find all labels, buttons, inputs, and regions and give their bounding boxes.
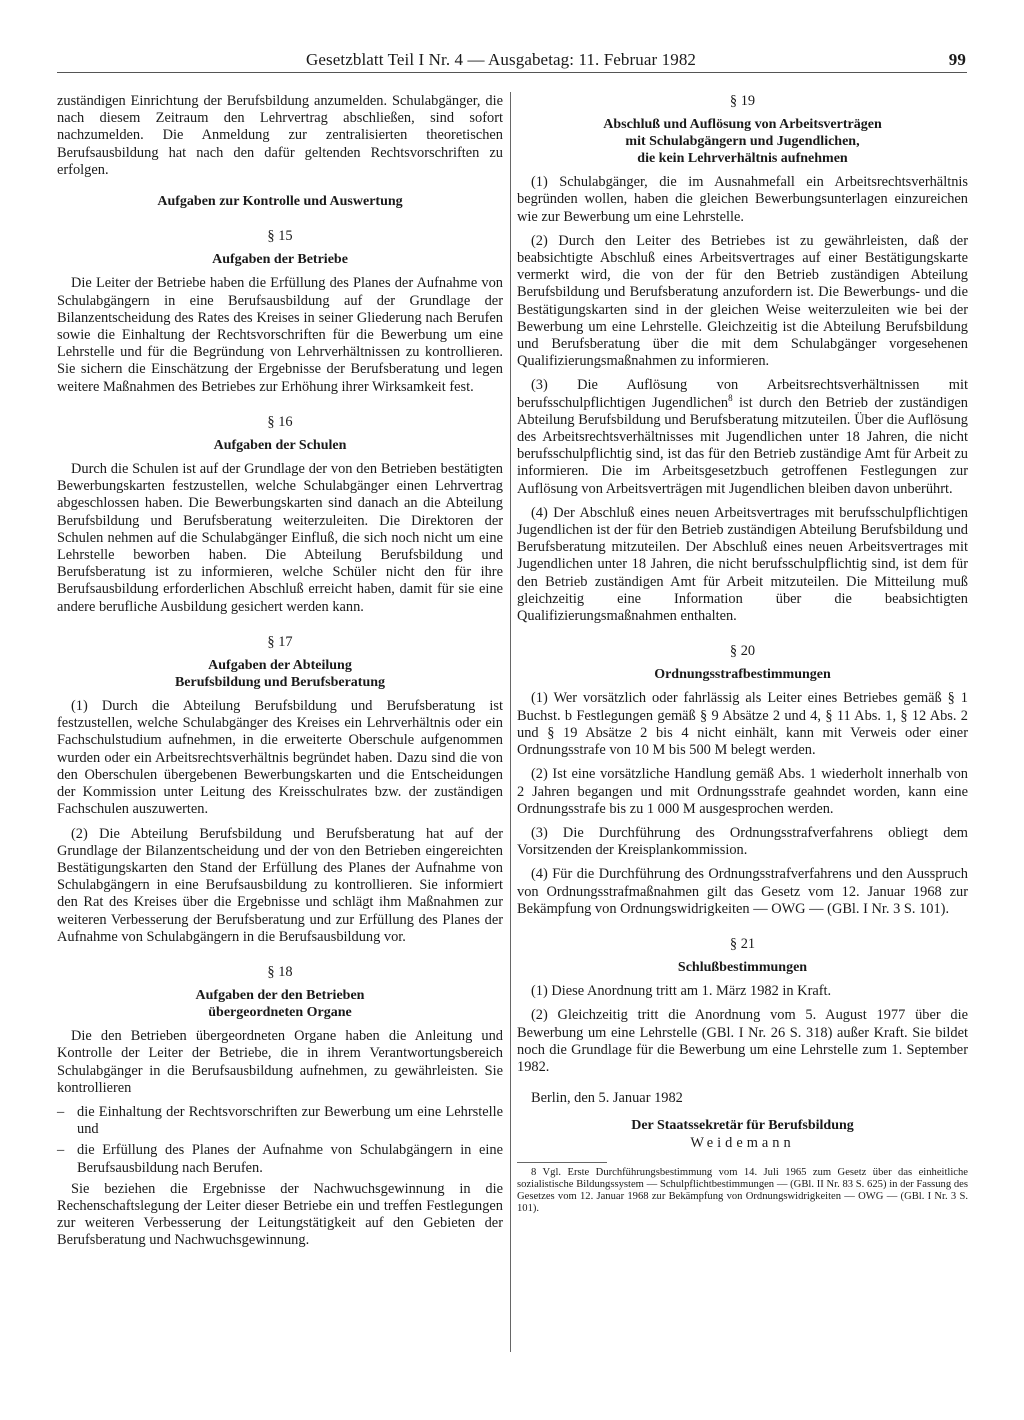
section-18-title bbox=[57, 987, 503, 1021]
header-rule bbox=[57, 72, 967, 73]
section-19-paragraph-4: (4) Der Abschluß eines neuen Arbeitsvertrages mit berufsschulpflichtigen Jugendlichen ist der für den Betrieb zuständigen Abteilung Berufsbildung und Berufsberatung mitzuteilen. Der Abschluß eines neuen Arbeitsvertrages mit Jugendlichen unter 18 Jahren, die nicht berufsschulpflichtig sind, ist dem für den Betrieb zuständigen Amt für Arbeit mitzuteilen. Die Mitteilung muß gleichzeitig eine Information über die beabsichtigten Qualifizierungsmaßnahmen enthalten. bbox=[517, 504, 968, 625]
section-17-title-line-2: Berufsbildung und Berufsberatung bbox=[174, 675, 386, 691]
section-19-title-line-1: Abschluß und Auflösung von Arbeitsverträgen bbox=[603, 117, 882, 133]
section-19-title-line-2: mit Schulabgängern und Jugendlichen, bbox=[625, 134, 860, 150]
section-17-number: § 17 bbox=[267, 633, 293, 650]
section-20-paragraph-2: (2) Ist eine vorsätzliche Handlung gemäß Abs. 1 wiederholt innerhalb von 2 Jahren begangen und mit Ordnungsstrafe geahndet worden, kann eine Ordnungsstrafe bis zu 1 000 M ausgesprochen werden. bbox=[517, 766, 968, 817]
section-20-number: § 20 bbox=[729, 643, 756, 660]
section-15-title: Aufgaben der Betriebe bbox=[212, 252, 348, 268]
section-21-title: Schlußbestimmungen bbox=[677, 960, 808, 976]
right-column bbox=[517, 93, 968, 1216]
section-21-number: § 21 bbox=[729, 935, 756, 952]
section-19-number: § 19 bbox=[729, 93, 756, 109]
section-20-paragraph-3: (3) Die Durchführung des Ordnungsstrafverfahrens obliegt dem Vorsitzenden der Kreisplankommission. bbox=[517, 824, 968, 859]
left-column bbox=[57, 93, 503, 1257]
list-item-text: die Erfüllung des Planes der Aufnahme von Schulabgängern in eine Berufsausbildung nach Berufen. bbox=[77, 1142, 503, 1176]
section-20-paragraph-4: (4) Für die Durchführung des Ordnungsstrafverfahrens und den Ausspruch von Ordnungsstrafmaßnahmen gilt das Gesetz vom 12. Januar 1968 zur Bekämpfung von Ordnungswidrigkeiten — OWG — (GBl. I Nr. 3 S. 101). bbox=[517, 866, 968, 917]
paragraph-3-part-b: ist durch den Betrieb der zuständigen Abteilung Berufsbildung und Berufsberatung mitzuteilen. Über die Auflösung des Arbeitsrechtsverhältnisses mit Jugendlichen unter 18 Jahren, die nicht berufsschulpflichtig sind, ist das für den Betrieb zuständige Amt für Arbeit zu informieren. Die im Arbeitsgesetzbuch getroffenen Festlegungen zur Auflösung von Arbeitsverträgen mit Jugendlichen bleiben davon unberührt. bbox=[517, 394, 968, 497]
signer-title: Der Staatssekretär für Berufsbildung bbox=[631, 1118, 854, 1134]
section-17-paragraph-1: (1) Durch die Abteilung Berufsbildung und Berufsberatung ist festzustellen, welche Schulabgänger des Kreises ein Lehrverhältnis oder ein Fachschulstudium aufnehmen, in die erweiterte Oberschule aufgenommen wurden oder ein Arbeitsrechtsverhältnis begründet haben. Dazu sind die von den Oberschulen übergebenen Bewerbungskarten und die Entscheidungen der Kommission unter Leitung des Kreisschulrates bzw. der zuständigen Fachschulen auszuwerten. bbox=[57, 698, 503, 818]
section-17-title-line-1: Aufgaben der Abteilung bbox=[208, 658, 352, 674]
section-19-paragraph-3 bbox=[517, 377, 968, 497]
section-17-title bbox=[57, 657, 503, 691]
section-16-title: Aufgaben der Schulen bbox=[213, 438, 347, 454]
section-18-number: § 18 bbox=[267, 963, 293, 980]
section-18-list-item bbox=[57, 1104, 503, 1138]
section-19-title-line-3: die kein Lehrverhältnis aufnehmen bbox=[637, 151, 848, 167]
section-15-text: Die Leiter der Betriebe haben die Erfüllung des Planes der Aufnahme von Schulabgängern in eine Berufsausbildung auf der Grundlage der Bilanzentscheidung des Rates des Kreises in seiner Gliederung nach Berufen sowie die Einhaltung der Rechtsvorschriften für die Bewerbung um eine Lehrstelle und für die Begründung von Lehrverhältnissen zu kontrollieren. Sie sichern die Einschätzung der Ergebnisse der Berufsberatung und legen weitere Maßnahmen des Betriebes zur Erhöhung ihrer Wirksamkeit fest. bbox=[57, 275, 503, 395]
section-19-paragraph-1: (1) Schulabgänger, die im Ausnahmefall ein Arbeitsrechtsverhältnis begründen wollen, haben die gleichen Bewerbungsunterlagen einzureichen wie zur Bewerbung um eine Lehrstelle. bbox=[517, 174, 968, 225]
footnote-8: 8 Vgl. Erste Durchführungsbestimmung vom 14. Juli 1965 zum Gesetz über das einheitliche sozialistische Bildungssystem — Schulpflichtbestimmungen — (GBl. II Nr. 83 S. 625) in der Fassung des Gesetzes vom 12. Januar 1968 zur Bekämpfung von Ordnungswidrigkeiten — OWG — (GBl. I Nr. 3 S. 101). bbox=[517, 1166, 968, 1215]
section-18-paragraph-1: Die den Betrieben übergeordneten Organe haben die Anleitung und Kontrolle der Leiter der Betriebe, die in ihrem Verantwortungsbereich Schulabgänger in die Berufsausbildung aufnehmen, zu gewährleisten. Sie kontrollieren bbox=[57, 1028, 503, 1096]
group-heading: Aufgaben zur Kontrolle und Auswertung bbox=[157, 194, 403, 210]
place-date: Berlin, den 5. Januar 1982 bbox=[531, 1090, 683, 1107]
section-18-title-line-2: übergeordneten Organe bbox=[208, 1005, 352, 1021]
footnote-rule bbox=[517, 1162, 607, 1163]
page-number: 99 bbox=[948, 50, 966, 69]
section-21-paragraph-1: (1) Diese Anordnung tritt am 1. März 1982 in Kraft. bbox=[531, 983, 832, 1000]
paragraph-3-part-a: (3) Die Auflösung von Arbeitsrechtsverhältnissen mit berufsschulpflichtigen Jugendlichen bbox=[517, 377, 968, 411]
section-18-paragraph-2: Sie beziehen die Ergebnisse der Nachwuchsgewinnung in die Rechenschaftslegung der Leiter dieser Betriebe ein und treffen Festlegungen zur weiteren Verbesserung der Leitungstätigkeit auf den Gebieten der Berufsberatung und Nachwuchsgewinnung. bbox=[57, 1180, 503, 1249]
dash-marker: – bbox=[57, 1103, 65, 1120]
header-title: Gesetzblatt Teil I Nr. 4 — Ausgabetag: 11. Februar 1982 bbox=[306, 50, 697, 69]
section-16-number: § 16 bbox=[267, 413, 293, 430]
dash-marker: – bbox=[57, 1142, 65, 1159]
section-16-text: Durch die Schulen ist auf der Grundlage der von den Betrieben bestätigten Bewerbungskarten festzustellen, welche Schulabgänger einen Lehrvertrag abgeschlossen haben. Die Bewerbungskarten sind danach an die Abteilung Berufsbildung und Berufsberatung weiterzuleiten. Die Direktoren der Schulen nehmen auf die Schulabgänger Einfluß, die sich noch nicht um eine Lehrstelle beworben haben. Die Abteilung Berufsbildung und Berufsberatung ist zu informieren, welche Schüler nicht den für ihre Berufsausbildung erforderlichen Abschluß erreicht haben, damit für sie eine andere berufliche Ausbildung gesichert werden kann. bbox=[57, 461, 503, 615]
section-21-paragraph-2: (2) Gleichzeitig tritt die Anordnung vom 5. August 1977 über die Bewerbung um eine Lehrstelle (GBl. I Nr. 26 S. 318) außer Kraft. Sie bildet noch die Grundlage für die Bewerbung um eine Lehrstelle zum 1. September 1982. bbox=[517, 1007, 968, 1075]
intro-paragraph: zuständigen Einrichtung der Berufsbildung anzumelden. Schulabgänger, die nach diesem Zeitraum den Lehrvertrag abschließen, sind sofort nachzumelden. Die Anmeldung zur zentralisierten theoretischen Berufsausbildung hat nach den dafür geltenden Rechtsvorschriften zu erfolgen. bbox=[57, 93, 503, 178]
section-18-title-line-1: Aufgaben der den Betrieben bbox=[195, 988, 365, 1004]
list-item-text: die Einhaltung der Rechtsvorschriften zur Bewerbung um eine Lehrstelle und bbox=[77, 1103, 503, 1138]
column-divider bbox=[510, 92, 511, 1352]
section-19-paragraph-2: (2) Durch den Leiter des Betriebes ist zu gewährleisten, daß der beabsichtigte Abschluß eines Arbeitsvertrages auf einer Bestätigungskarte vermerkt wird, die von der für den Betrieb zuständigen Abteilung Berufsbildung und Berufsberatung anzufordern ist. Die Bewerbungs- und die Bestätigungskarten sind in der gleichen Weise weiterzuleiten wie bei der Bewerbung um eine Lehrstelle. Gleichzeitig ist die Abteilung Berufsbildung und Berufsberatung über die mit dem Schulabgänger vorgesehenen Qualifizierungsmaßnahmen zu informieren. bbox=[517, 232, 968, 370]
section-19-title bbox=[517, 116, 968, 167]
section-20-paragraph-1: (1) Wer vorsätzlich oder fahrlässig als Leiter eines Betriebes gemäß § 1 Buchst. b Festlegungen gemäß § 9 Absätze 2 und 4, § 11 Abs. 1, § 12 Abs. 2 und § 19 Absätze 2 bis 4 nicht einhält, kann mit Verweis oder einer Ordnungsstrafe von 10 M bis 500 M belegt werden. bbox=[517, 690, 968, 759]
footnote-ref: 8 bbox=[728, 392, 733, 403]
section-18-list-item bbox=[57, 1142, 503, 1176]
section-15-number: § 15 bbox=[267, 228, 293, 245]
section-20-title: Ordnungsstrafbestimmungen bbox=[654, 667, 831, 683]
section-17-paragraph-2: (2) Die Abteilung Berufsbildung und Berufsberatung hat auf der Grundlage der Bilanzentscheidung und der von den Betrieben eingereichten Bestätigungskarten den Stand der Erfüllung des Planes der Aufnahme von Schulabgängern in eine Berufsausbildung zu kontrollieren. Sie informiert den Rat des Kreises über die Ergebnisse und schlägt ihm Maßnahmen zur weiteren Verbesserung der Berufsberatung und zur Erfüllung des Planes der Aufnahme von Schulabgängern in die Berufsausbildung vor. bbox=[57, 825, 503, 945]
signer-name: Weidemann bbox=[690, 1134, 795, 1151]
